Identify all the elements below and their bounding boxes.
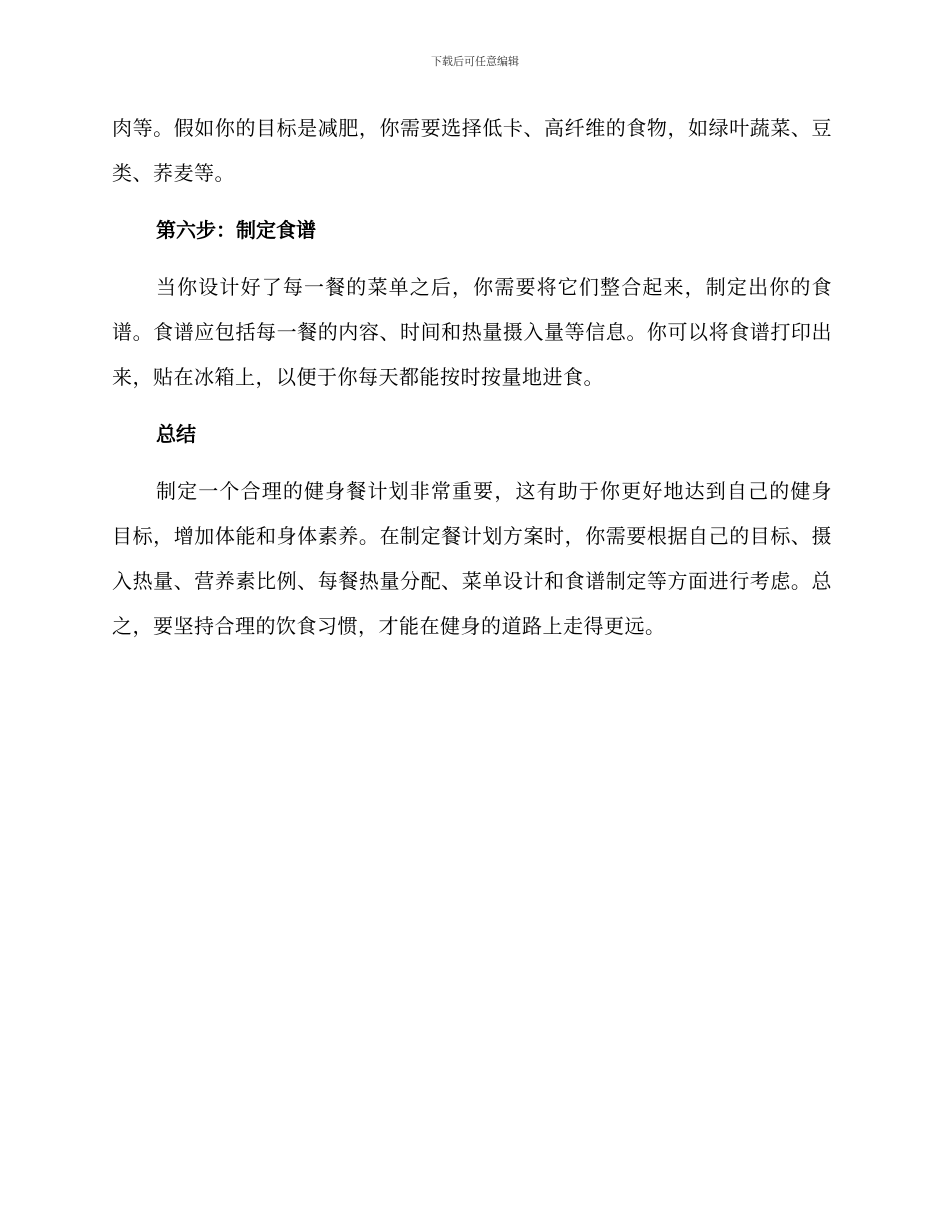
paragraph-continued: 肉等。假如你的目标是减肥，你需要选择低卡、高纤维的食物，如绿叶蔬菜、豆类、荞麦等。	[112, 116, 832, 185]
paragraph-summary: 制定一个合理的健身餐计划非常重要，这有助于你更好地达到自己的健身目标，增加体能和身体素养。在制定餐计划方案时，你需要根据自己的目标、摄入热量、营养素比例、每餐热量分配、菜单设计和食谱制定等方面进行考虑。总之，要坚持合理的饮食习惯，才能在健身的道路上走得更远。	[112, 479, 832, 638]
section-heading-step-six: 第六步：制定食谱	[156, 218, 316, 242]
paragraph-step-six: 当你设计好了每一餐的菜单之后，你需要将它们整合起来，制定出你的食谱。食谱应包括每一餐的内容、时间和热量摄入量等信息。你可以将食谱打印出来，贴在冰箱上，以便于你每天都能按时按量地进食。	[112, 275, 832, 389]
page-header: 下载后可任意编辑	[431, 55, 519, 68]
document-body	[112, 106, 832, 649]
section-heading-summary: 总结	[156, 422, 196, 446]
